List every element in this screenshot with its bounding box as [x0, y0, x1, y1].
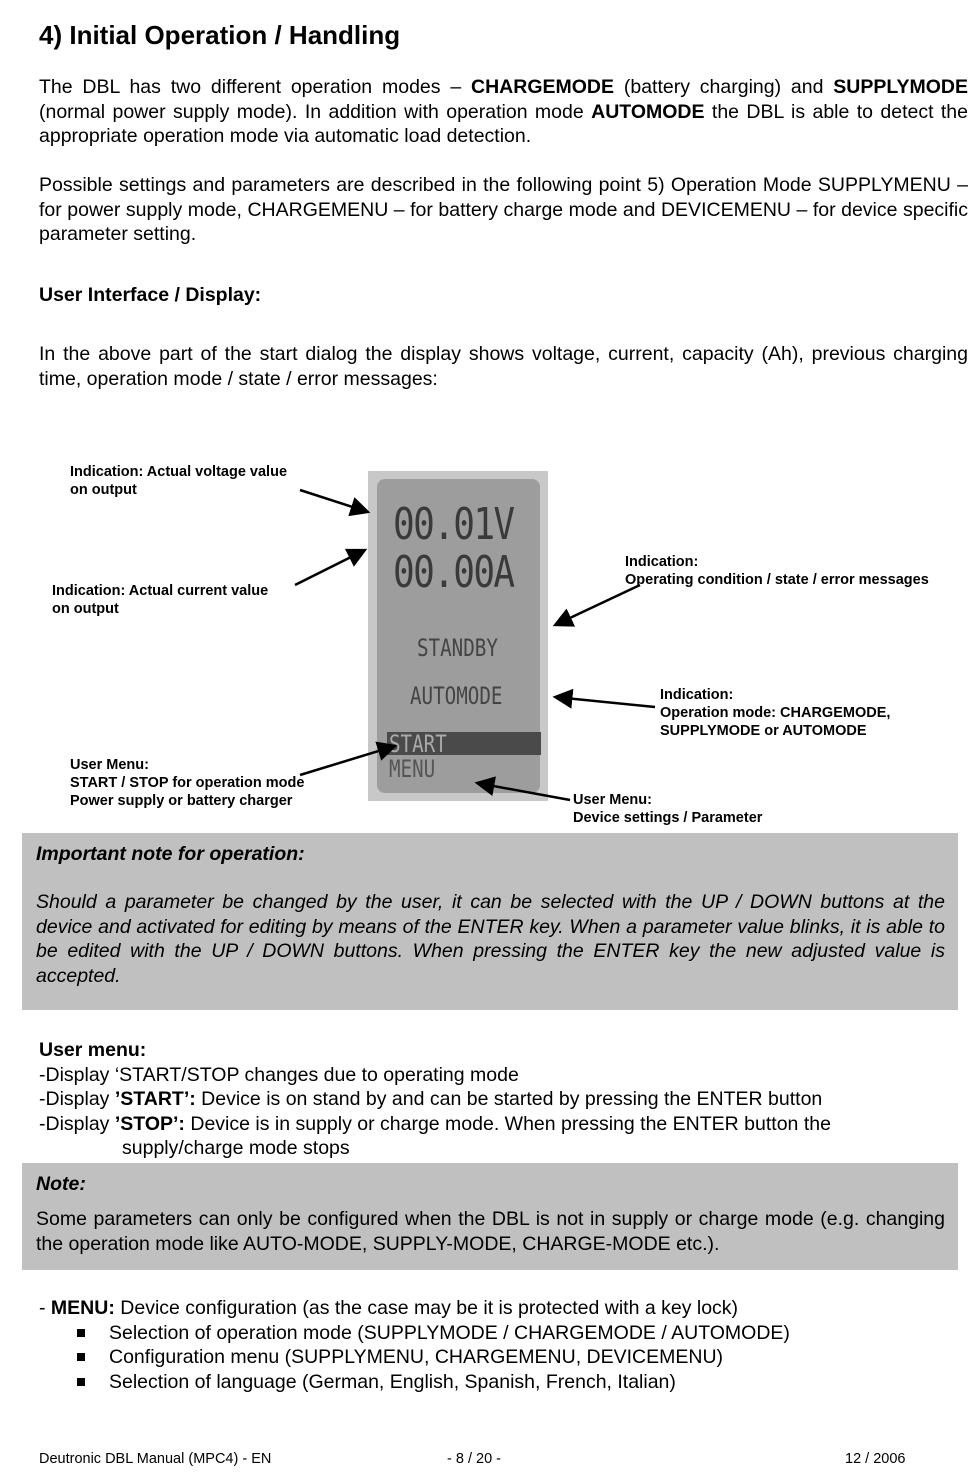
text: [39, 1296, 959, 1321]
text: Device is on stand by and can be started by pressing the ENTER button: [195, 1088, 823, 1110]
important-note-body: Should a parameter be changed by the user, it can be selected with the UP / DOWN buttons at the device and activated for editing by means of the ENTER key. When a parameter value blinks, it is able to be edited with the UP / DOWN buttons. When pressing the ENTER key the new adjusted value is accepted.: [36, 891, 945, 987]
important-note-box: [22, 833, 958, 1010]
text: Device is in supply or charge mode. When pressing the ENTER button the: [184, 1112, 831, 1135]
text: Indication:: [625, 554, 699, 570]
note-body: Some parameters can only be configured when the DBL is not in supply or charge mode (e.g. changing the operation mode like AUTO-MODE, SUPPLY-MODE, CHARGE-MODE etc.).: [36, 1208, 945, 1255]
text: on output: [52, 601, 119, 617]
arrow-voltage: [300, 490, 368, 512]
text: SUPPLYMODE or AUTOMODE: [660, 723, 867, 739]
text: User Menu:: [573, 792, 652, 808]
text: User Menu:: [70, 757, 149, 773]
text: Indication: Actual voltage value: [70, 464, 288, 480]
text: supply/charge mode stops: [122, 1137, 350, 1159]
text: -Display: [39, 1112, 115, 1135]
text: CHARGEMODE: [471, 76, 615, 98]
text: Device configuration (as the case may be it is protected with a key lock): [114, 1297, 739, 1319]
text: the DBL is able to detect the appropriate operation mode via automatic load detection.: [39, 100, 968, 147]
text: The DBL has two different operation modes –: [39, 76, 472, 98]
menu-list: [39, 1321, 959, 1395]
list-item: Configuration menu (SUPPLYMENU, CHARGEMENU, DEVICEMENU): [39, 1345, 959, 1370]
text: [39, 1087, 831, 1112]
footer-left: Deutronic DBL Manual (MPC4) - EN: [39, 1451, 272, 1467]
list-item: Selection of language (German, English, Spanish, French, Italian): [39, 1370, 959, 1395]
text: START / STOP for operation mode: [70, 775, 305, 791]
text: on output: [70, 482, 137, 498]
important-note-heading: Important note for operation:: [36, 843, 305, 865]
display-paragraph: In the above part of the start dialog the display shows voltage, current, capacity (Ah), previous charging time, operation mode / state / error messages:: [39, 343, 968, 390]
text: [39, 1112, 831, 1137]
text: Operating condition / state / error messages: [625, 572, 929, 588]
lcd-state: STANDBY: [417, 634, 498, 662]
text: SUPPLYMODE: [833, 76, 969, 98]
arrow-current: [295, 550, 365, 585]
arrow-condition: [555, 585, 640, 625]
text: Indication: Actual current value: [52, 583, 269, 599]
arrow-opmode: [555, 697, 655, 707]
text: Device settings / Parameter: [573, 810, 763, 826]
text: -: [39, 1297, 51, 1319]
settings-paragraph: Possible settings and parameters are described in the following point 5) Operation Mode SUPPLYMENU – for power supply mode, CHARGEMENU – for battery charge mode and DEVICEMENU – for device specific parameter setting.: [39, 174, 968, 245]
text: ’START’:: [114, 1088, 196, 1110]
user-menu-section: [39, 1038, 831, 1161]
arrow-menu: [477, 783, 570, 800]
menu-section: [39, 1296, 959, 1394]
text: (normal power supply mode). In addition with operation mode: [39, 100, 592, 123]
section-title: 4) Initial Operation / Handling: [39, 20, 401, 50]
lcd-mode: AUTOMODE: [410, 682, 503, 710]
lcd-start: START: [389, 730, 447, 758]
text: Indication:: [660, 687, 734, 703]
text: ’STOP’:: [114, 1112, 185, 1135]
note-heading: Note:: [36, 1173, 86, 1195]
text: Power supply or battery charger: [70, 793, 293, 809]
text: -Display: [39, 1088, 115, 1110]
list-item: Selection of operation mode (SUPPLYMODE / CHARGEMODE / AUTOMODE): [39, 1321, 959, 1346]
arrow-start: [300, 746, 395, 775]
lcd-menu: MENU: [389, 755, 436, 783]
footer-date: 12 / 2006: [845, 1451, 906, 1467]
note-box: [22, 1163, 958, 1270]
user-menu-heading: User menu:: [39, 1039, 147, 1061]
text: AUTOMODE: [591, 100, 705, 123]
text: (battery charging) and: [614, 76, 834, 98]
text: Operation mode: CHARGEMODE,: [660, 705, 891, 721]
lcd-voltage: 00.01V: [393, 499, 514, 550]
footer-page: - 8 / 20 -: [447, 1451, 501, 1467]
text: -Display ‘START/STOP changes due to operating mode: [39, 1063, 519, 1086]
lcd-current: 00.00A: [393, 547, 514, 598]
text: MENU:: [50, 1297, 115, 1319]
ui-heading: User Interface / Display:: [39, 284, 262, 306]
